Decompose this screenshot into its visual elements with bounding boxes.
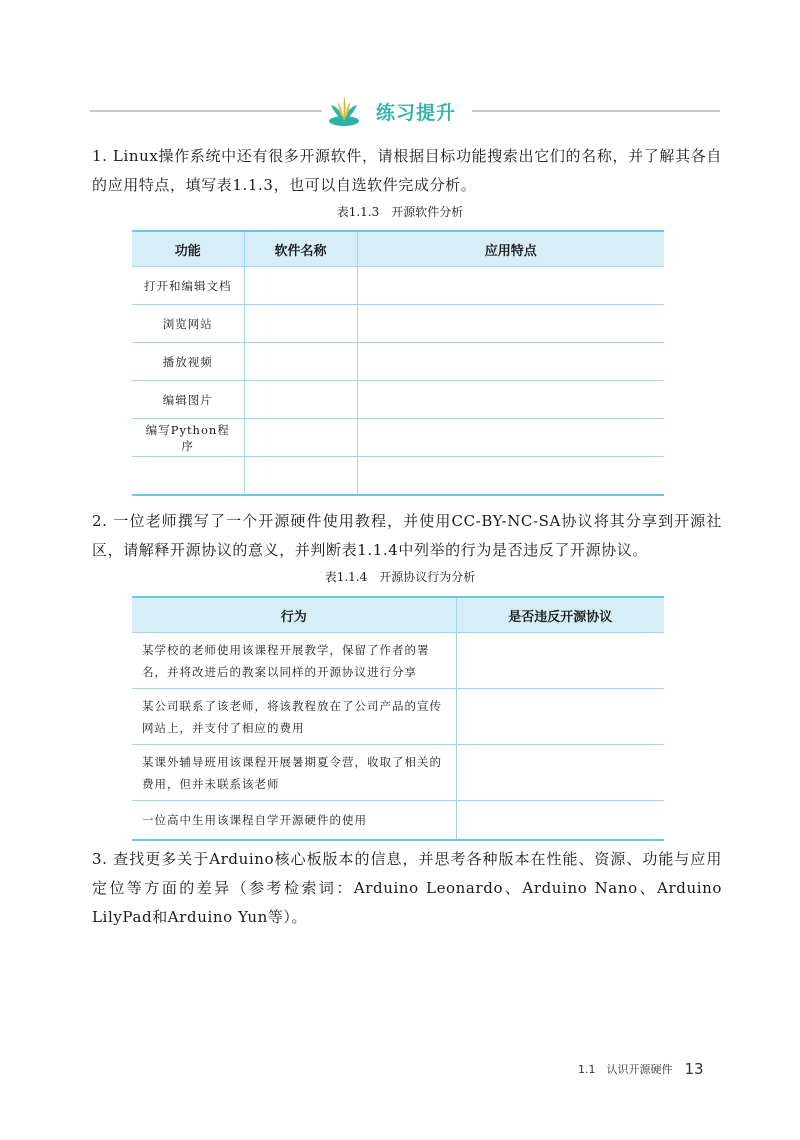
table-row — [132, 381, 664, 419]
table-2-caption: 表1.1.4 开源协议行为分析 — [324, 570, 476, 584]
behavior-cell: 某课外辅导班用该课程开展暑期夏令营，收取了相关的费用，但并未联系该老师 — [132, 745, 456, 801]
table-header-row — [132, 597, 664, 633]
feature-cell — [357, 267, 664, 305]
question-2-text: 2. 一位老师撰写了一个开源硬件使用教程，并使用CC-BY-NC-SA协议将其分享到开源社区，请解释开源协议的意义，并判断表1.1.4中列举的行为是否违反了开源协议。 — [92, 512, 722, 559]
column-header: 是否违反开源协议 — [456, 597, 664, 633]
behavior-cell: 某学校的老师使用该课程开展教学，保留了作者的署名，并将改进后的教案以同样的开源协议进行分享 — [132, 633, 456, 689]
table-row — [132, 419, 664, 457]
section-title: 练习提升 — [376, 102, 457, 124]
page-number: 13 — [684, 1060, 704, 1078]
software-name-cell — [244, 457, 357, 496]
question-1-text: 1. Linux操作系统中还有很多开源软件，请根据目标功能搜索出它们的名称，并了解其各自的应用特点，填写表1.1.3，也可以自选软件完成分析。 — [92, 147, 722, 194]
column-header: 功能 — [132, 231, 244, 267]
function-cell — [132, 457, 244, 496]
table-row — [132, 801, 664, 841]
table-header-row — [132, 231, 664, 267]
feature-cell — [357, 305, 664, 343]
violation-cell — [456, 689, 664, 745]
page-footer — [578, 1060, 704, 1078]
footer-section-title: 1.1 认识开源硬件 — [578, 1063, 673, 1076]
software-analysis-table — [132, 230, 664, 496]
table-row — [132, 633, 664, 689]
software-name-cell — [244, 343, 357, 381]
violation-cell — [456, 745, 664, 801]
section-header — [90, 92, 720, 128]
table-row — [132, 689, 664, 745]
license-behavior-table — [132, 596, 664, 841]
function-cell: 浏览网站 — [132, 305, 244, 343]
feature-cell — [357, 381, 664, 419]
table-row — [132, 267, 664, 305]
behavior-cell: 一位高中生用该课程自学开源硬件的使用 — [132, 801, 456, 841]
table-row — [132, 305, 664, 343]
header-rule-left — [90, 110, 322, 112]
column-header: 软件名称 — [244, 231, 357, 267]
software-name-cell — [244, 381, 357, 419]
question-3-text: 3. 查找更多关于Arduino核心板版本的信息，并思考各种版本在性能、资源、功能与应用定位等方面的差异（参考检索词：Arduino Leonardo、Arduino Nano、Arduino LilyPad和Arduino Yun等）。 — [92, 850, 722, 926]
column-header: 应用特点 — [357, 231, 664, 267]
behavior-cell: 某公司联系了该老师，将该教程放在了公司产品的宣传网站上，并支付了相应的费用 — [132, 689, 456, 745]
software-name-cell — [244, 267, 357, 305]
violation-cell — [456, 801, 664, 841]
table-row — [132, 343, 664, 381]
function-cell: 播放视频 — [132, 343, 244, 381]
violation-cell — [456, 633, 664, 689]
software-name-cell — [244, 419, 357, 457]
function-cell: 打开和编辑文档 — [132, 267, 244, 305]
function-cell: 编写Python程序 — [132, 419, 244, 457]
header-rule-right — [472, 110, 720, 112]
sprout-emblem-icon — [326, 92, 362, 128]
column-header: 行为 — [132, 597, 456, 633]
feature-cell — [357, 343, 664, 381]
software-name-cell — [244, 305, 357, 343]
feature-cell — [357, 419, 664, 457]
table-row — [132, 745, 664, 801]
table-1-caption: 表1.1.3 开源软件分析 — [336, 205, 464, 219]
table-row — [132, 457, 664, 496]
feature-cell — [357, 457, 664, 496]
function-cell: 编辑图片 — [132, 381, 244, 419]
